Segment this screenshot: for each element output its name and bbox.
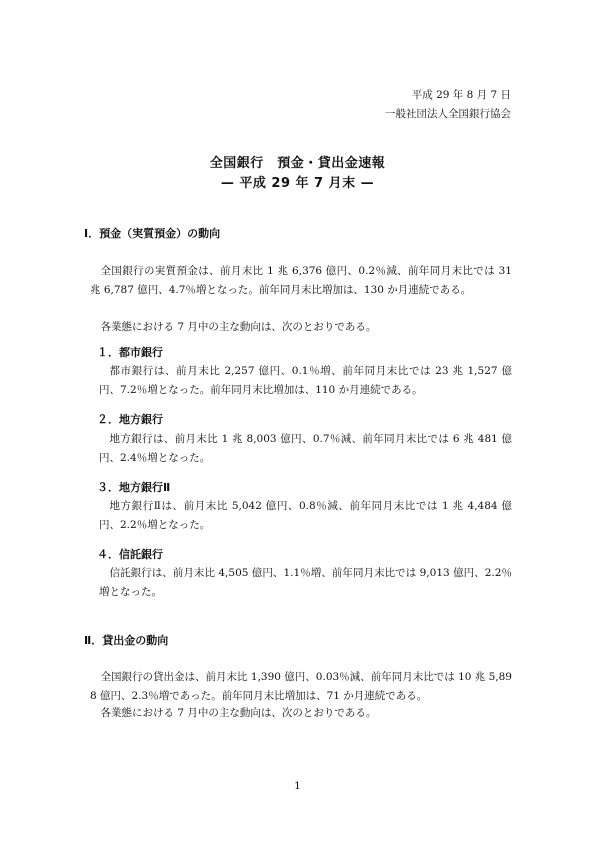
deposits-summary-paragraph: 全国銀行の実質預金は、前月末比 1 兆 6,376 億円、0.2％減、前年同月末比では 31 兆 6,787 億円、4.7％増となった。前年同月末比増加は、130 か月連続である。 — [90, 265, 512, 296]
section-heading-deposits: Ⅰ．預金（実質預金）の動向 — [84, 227, 221, 240]
issuing-organization: 一般社団法人全国銀行協会 — [385, 108, 511, 120]
regional-banks-ii-paragraph: 地方銀行Ⅱは、前月末比 5,042 億円、0.8％減、前年同月末比では 1 兆 4,484 億円、2.2％増となった。 — [99, 500, 512, 531]
city-banks-paragraph: 都市銀行は、前月末比 2,257 億円、0.1％増、前年同月末比では 23 兆 1,527 億円、7.2％増となった。前年同月末比増加は、110 か月連続である。 — [99, 365, 512, 396]
document-date: 平成 29 年 8 月 7 日 — [411, 89, 511, 101]
loans-intro-paragraph: 各業態における 7 月中の主な動向は、次のとおりである。 — [100, 707, 377, 719]
regional-banks-paragraph: 地方銀行は、前月末比 1 兆 8,003 億円、0.7％減、前年同月末比では 6 兆 481 億円、2.4％増となった。 — [99, 433, 512, 464]
subsection-heading-regional-banks-ii: ３．地方銀行Ⅱ — [97, 481, 171, 494]
page-number: 1 — [294, 780, 301, 792]
subsection-heading-city-banks: １．都市銀行 — [97, 346, 163, 359]
trust-banks-paragraph: 信託銀行は、前月末比 4,505 億円、1.1％増、前年同月末比では 9,013 億円、2.2％増となった。 — [99, 567, 512, 598]
document-title: 全国銀行 預金・貸出金速報 — [209, 156, 386, 171]
subsection-heading-trust-banks: ４．信託銀行 — [97, 548, 163, 561]
subsection-heading-regional-banks: ２．地方銀行 — [97, 413, 163, 426]
document-subtitle: — 平成 29 年 7 月末 — — [220, 176, 375, 191]
section-heading-loans: Ⅱ．貸出金の動向 — [84, 634, 169, 647]
deposits-intro-paragraph: 各業態における 7 月中の主な動向は、次のとおりである。 — [100, 321, 377, 333]
loans-summary-paragraph: 全国銀行の貸出金は、前月末比 1,390 億円、0.03％減、前年同月末比では 10 兆 5,898 億円、2.3％増であった。前年同月末比増加は、71 か月連続である。 — [90, 671, 512, 702]
